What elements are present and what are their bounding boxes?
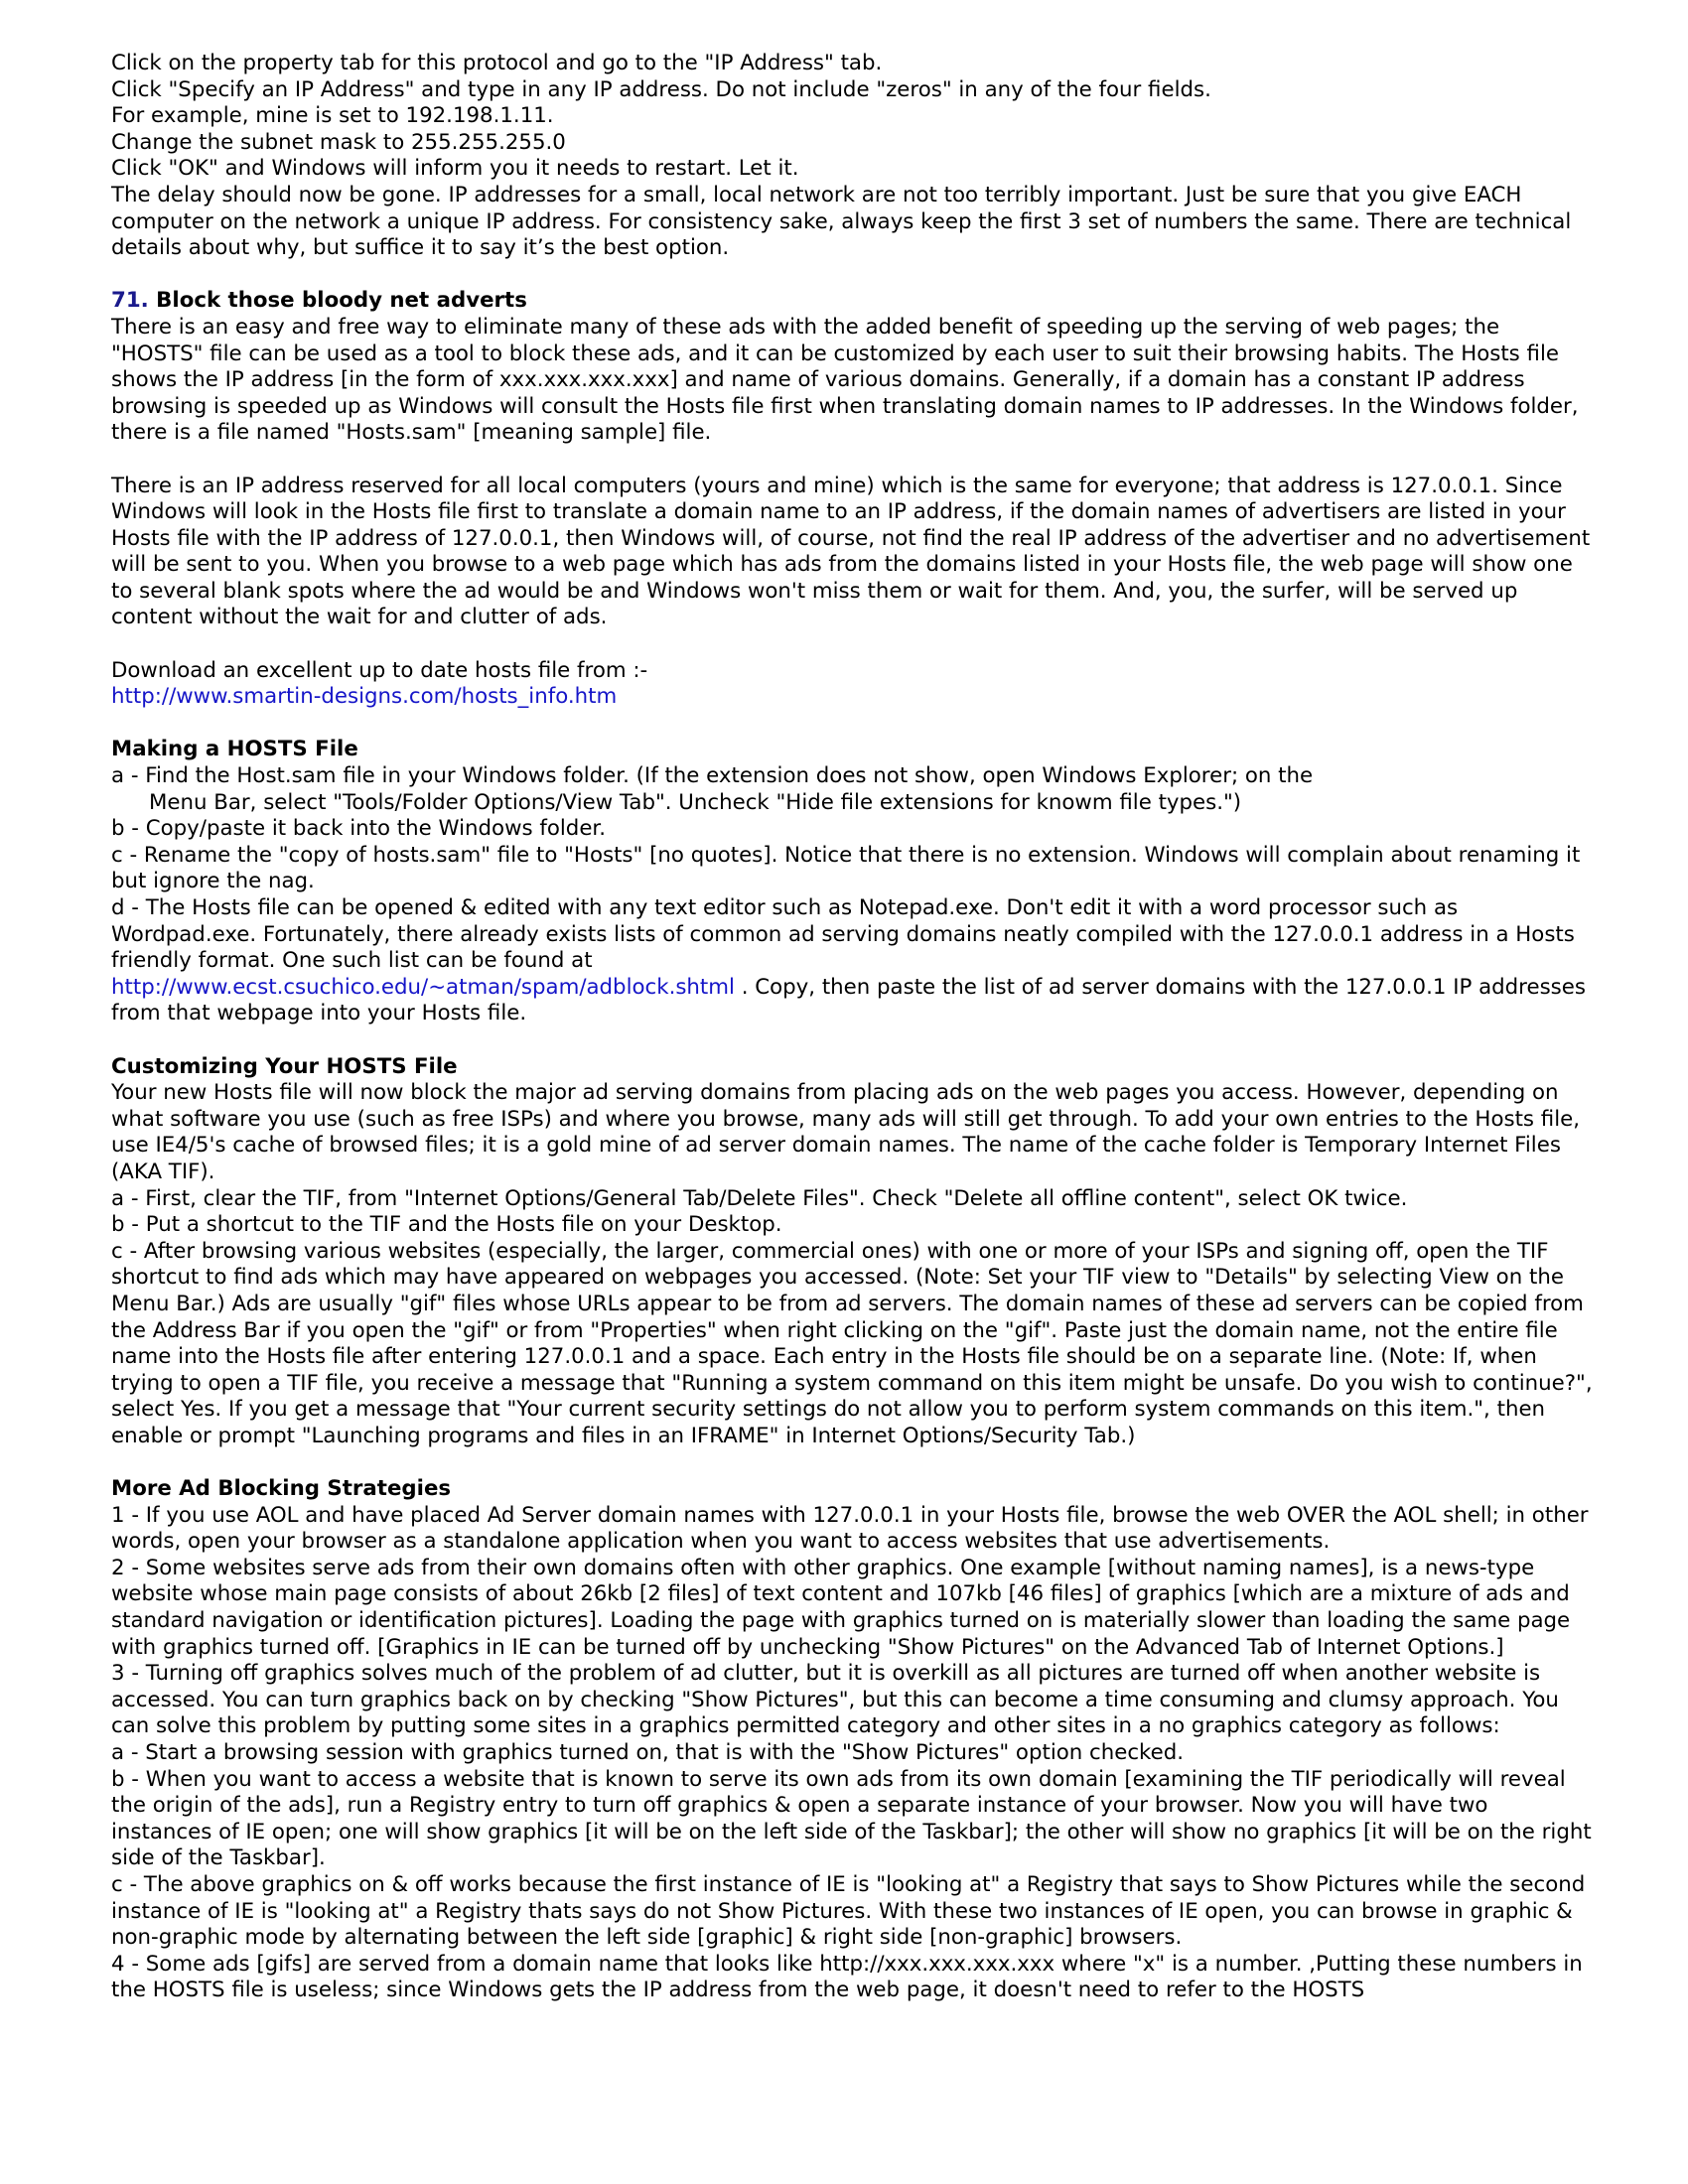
tip-title: Block those bloody net adverts <box>156 288 527 314</box>
step-d-link-line <box>111 975 1593 1027</box>
step-a: a - Find the Host.sam file in your Windows folder. (If the extension does not show, open Windows Explorer; on the <box>111 763 1314 789</box>
strategy-3: 3 - Turning off graphics solves much of the problem of ad clutter, but it is overkill as all pictures are turned off when another website is accessed. You can turn graphics back on by checking "Show Pictures", but this can become a time consuming and clumsy approach. You can solve this problem by putting some sites in a graphics permitted category and other sites in a no graphics category as follows: <box>111 1661 1566 1739</box>
custom-step-a: a - First, clear the TIF, from "Internet Options/General Tab/Delete Files". Check "Delete all offline content", select OK twice. <box>111 1185 1408 1211</box>
intro-paragraph: The delay should now be gone. IP addresses for a small, local network are not too terribly important. Just be sure that you give EACH computer on the network a unique IP address. For consistency sake, always keep the first 3 set of numbers the same. There are technical details about why, but suffice it to say it’s the best option. <box>111 182 1579 261</box>
making-hosts-heading: Making a HOSTS File <box>111 737 358 762</box>
strategy-1: 1 - If you use AOL and have placed Ad Server domain names with 127.0.0.1 in your Hosts file, browse the web OVER the AOL shell; in other words, open your browser as a standalone application when you want to access websites that use advertisements. <box>111 1502 1596 1555</box>
intro-line: Click on the property tab for this protocol and go to the "IP Address" tab. <box>111 51 883 75</box>
customizing-heading: Customizing Your HOSTS File <box>111 1053 458 1079</box>
download-text: Download an excellent up to date hosts file from :- <box>111 657 648 683</box>
tip-number: 71. <box>111 288 149 314</box>
intro-line: Click "Specify an IP Address" and type in any IP address. Do not include "zeros" in any of the four fields. <box>111 76 1211 102</box>
strategy-3a: a - Start a browsing session with graphics turned on, that is with the "Show Pictures" option checked. <box>111 1740 1185 1765</box>
strategy-4: 4 - Some ads [gifs] are served from a domain name that looks like http://xxx.xxx.xxx.xxx where "x" is a number. ,Putting these numbers in the HOSTS file is useless; since Windows gets the IP address from the web page, it doesn't need to refer to the HOSTS <box>111 1951 1590 2003</box>
strategy-2: 2 - Some websites serve ads from their own domains often with other graphics. One example [without naming names], is a news-type website whose main page consists of about 26kb [2 files] of text content and 107kb [46 files] of graphics [which are a mixture of ads and standard navigation or identification pictures]. Loading the page with graphics turned on is materially slower than loading the same page with graphics turned off. [Graphics in IE can be turned off by unchecking "Show Pictures" on the Advanced Tab of Internet Options.] <box>111 1555 1577 1660</box>
hosts-download-link[interactable]: http://www.smartin-designs.com/hosts_info.htm <box>111 684 618 710</box>
tip-71-paragraph: There is an IP address reserved for all local computers (yours and mine) which is the same for everyone; that address is 127.0.0.1. Since Windows will look in the Hosts file first to translate a domain name to an IP address, if the domain names of advertisers are listed in your Hosts file with the IP address of 127.0.0.1, then Windows will, of course, not find the real IP address of the advertiser and no advertisement will be sent to you. When you browse to a web page which has ads from the domains listed in your Hosts file, the web page will show one to several blank spots where the ad would be and Windows won't miss them or wait for them. And, you, the surfer, will be served up content without the wait for and clutter of ads. <box>111 473 1597 630</box>
custom-step-b: b - Put a shortcut to the TIF and the Hosts file on your Desktop. <box>111 1212 782 1238</box>
step-c: c - Rename the "copy of hosts.sam" file to "Hosts" [no quotes]. Notice that there is no extension. Windows will complain about renaming it but ignore the nag. <box>111 842 1588 894</box>
adblock-list-link[interactable]: http://www.ecst.csuchico.edu/~atman/spam/adblock.shtml <box>111 974 735 1000</box>
step-b: b - Copy/paste it back into the Windows folder. <box>111 816 607 842</box>
customizing-paragraph: Your new Hosts file will now block the major ad serving domains from placing ads on the web pages you access. However, depending on what software you use (such as free ISPs) and where you browse, many ads will still get through. To add your own entries to the Hosts file, use IE4/5's cache of browsed files; it is a gold mine of ad server domain names. The name of the cache folder is Temporary Internet Files (AKA TIF). <box>111 1080 1587 1184</box>
intro-line: Click "OK" and Windows will inform you it needs to restart. Let it. <box>111 156 799 182</box>
intro-line: For example, mine is set to 192.198.1.11. <box>111 103 554 129</box>
custom-step-c: c - After browsing various websites (especially, the larger, commercial ones) with one or more of your ISPs and signing off, open the TIF shortcut to find ads which may have appeared on webpages you accessed. (Note: Set your TIF view to "Details" by selecting View on the Menu Bar.) Ads are usually "gif" files whose URLs appear to be from ad servers. The domain names of these ad servers can be copied from the Address Bar if you open the "gif" or from "Properties" when right clicking on the "gif". Paste just the domain name, not the entire file name into the Hosts file after entering 127.0.0.1 and a space. Each entry in the Hosts file should be on a separate line. (Note: If, when trying to open a TIF file, you receive a message that "Running a system command on this item might be unsafe. Do you wish to continue?", select Yes. If you get a message that "Your current security settings do not allow you to perform system commands on this item.", then enable or prompt "Launching programs and files in an IFRAME" in Internet Options/Security Tab.) <box>111 1238 1600 1448</box>
tip-71-heading <box>111 288 1593 315</box>
intro-line: Change the subnet mask to 255.255.255.0 <box>111 129 566 155</box>
strategy-3b: b - When you want to access a website that is known to serve its own ads from its own domain [examining the TIF periodically will reveal the origin of the ads], run a Registry entry to turn off graphics & open a separate instance of your browser. Now you will have two instances of IE open; one will show graphics [it will be on the left side of the Taskbar]; the other will show no graphics [it will be on the right side of the Taskbar]. <box>111 1766 1599 1871</box>
step-a-continued: Menu Bar, select "Tools/Folder Options/View Tab". Uncheck "Hide file extensions for knowm file types.") <box>149 789 1242 815</box>
more-strategies-heading: More Ad Blocking Strategies <box>111 1476 452 1502</box>
step-d-after: . Copy, then paste the list of ad server domains with the 127.0.0.1 IP addresses from that webpage into your Hosts file. <box>111 974 1593 1026</box>
tip-71-paragraph: There is an easy and free way to eliminate many of these ads with the added benefit of speeding up the serving of web pages; the "HOSTS" file can be used as a tool to block these ads, and it can be customized by each user to suit their browsing habits. The Hosts file shows the IP address [in the form of xxx.xxx.xxx.xxx] and name of various domains. Generally, if a domain has a constant IP address browsing is speeded up as Windows will consult the Hosts file first when translating domain names to IP addresses. In the Windows folder, there is a file named "Hosts.sam" [meaning sample] file. <box>111 314 1586 446</box>
strategy-3c: c - The above graphics on & off works because the first instance of IE is "looking at" a Registry that says to Show Pictures while the second instance of IE is "looking at" a Registry thats says do not Show Pictures. With these two instances of IE open, you can browse in graphic & non-graphic mode by alternating between the left side [graphic] & right side [non-graphic] browsers. <box>111 1871 1593 1951</box>
step-d: d - The Hosts file can be opened & edited with any text editor such as Notepad.exe. Don't edit it with a word processor such as Wordpad.exe. Fortunately, there already exists lists of common ad serving domains neatly compiled with the 127.0.0.1 address in a Hosts friendly format. One such list can be found at <box>111 895 1582 974</box>
